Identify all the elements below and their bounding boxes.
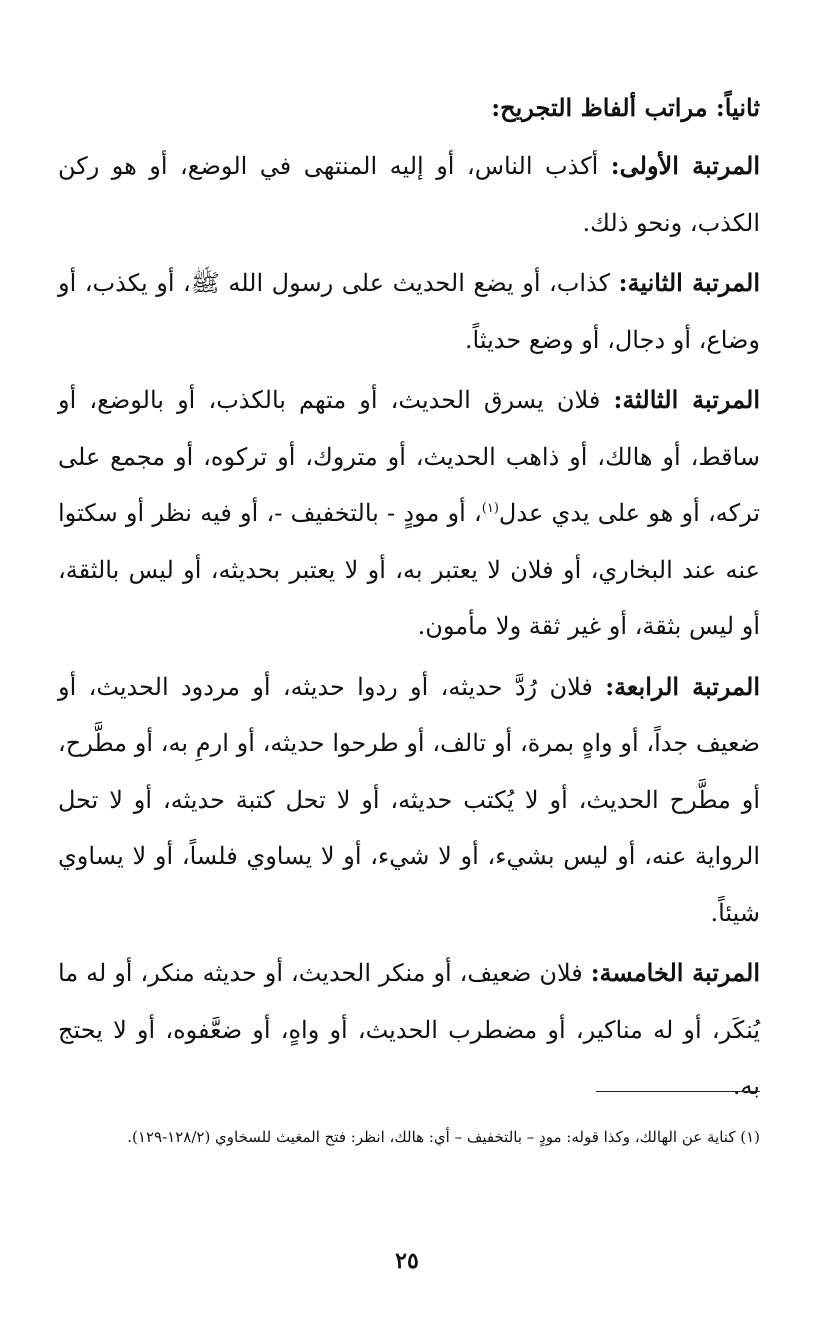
rank-3-text-after: ، أو مودٍ - بالتخفيف -، أو فيه نظر أو سكتوا عنه عند البخاري، أو فلان لا يعتبر به، أو لا يعتبر بحديثه، أو ليس بالثقة، أو ليس بثقة، أو غير ثقة ولا مأمون. xyxy=(58,499,760,640)
rank-1-paragraph xyxy=(58,138,760,251)
rank-2-text: كذاب، أو يضع الحديث على رسول الله ﷺ، أو يكذب، أو وضاع، أو دجال، أو وضع حديثاً. xyxy=(58,269,760,354)
page-body xyxy=(58,88,760,1119)
rank-5-paragraph xyxy=(58,945,760,1115)
rank-1-label: المرتبة الأولى: xyxy=(610,151,760,180)
rank-4-paragraph xyxy=(58,659,760,942)
rank-1-text: أكذب الناس، أو إليه المنتهى في الوضع، أو هو ركن الكذب، ونحو ذلك. xyxy=(58,152,760,237)
footnote: (١) كناية عن الهالك، وكذا قوله: مودٍ – بالتخفيف – أي: هالك، انظر: فتح المغيث للسخاوي (١٢٨/٢-١٢٩). xyxy=(127,1128,760,1146)
rank-3-paragraph xyxy=(58,372,760,655)
rank-4-text: فلان رُدَّ حديثه، أو ردوا حديثه، أو مردود الحديث، أو ضعيف جداً، أو واهٍ بمرة، أو تالف، أو طرحوا حديثه، أو ارمِ به، أو مطَّرح، أو مطَّرح الحديث، أو لا يُكتب حديثه، أو لا تحل كتبة حديثه، أو لا تحل الرواية عنه، أو ليس بشيء، أو لا شيء، أو لا يساوي فلساً، أو لا يساوي شيئاً. xyxy=(58,672,760,927)
rank-3-label: المرتبة الثالثة: xyxy=(613,385,760,414)
rank-4-label: المرتبة الرابعة: xyxy=(605,671,761,701)
rank-5-text: فلان ضعيف، أو منكر الحديث، أو حديثه منكر، أو له ما يُنكَر، أو له مناكير، أو مضطرب الحديث، أو واهٍ، أو ضعَّفوه، أو لا يحتج به. xyxy=(58,959,760,1100)
rank-2-label: المرتبة الثانية: xyxy=(618,268,760,297)
footnote-divider xyxy=(596,1091,760,1092)
page-number: ٢٥ xyxy=(395,1248,419,1274)
section-heading: ثانياً: مراتب ألفاظ التجريح: xyxy=(491,93,760,122)
footnote-marker[interactable]: (١) xyxy=(481,501,499,516)
rank-5-label: المرتبة الخامسة: xyxy=(590,958,760,987)
rank-3-text-before: فلان يسرق الحديث، أو متهم بالكذب، أو بالوضع، أو ساقط، أو هالك، أو ذاهب الحديث، أو متروك، أو تركوه، أو مجمع على تركه، أو هو على يدي عدل xyxy=(58,386,760,527)
rank-2-paragraph xyxy=(58,255,760,368)
